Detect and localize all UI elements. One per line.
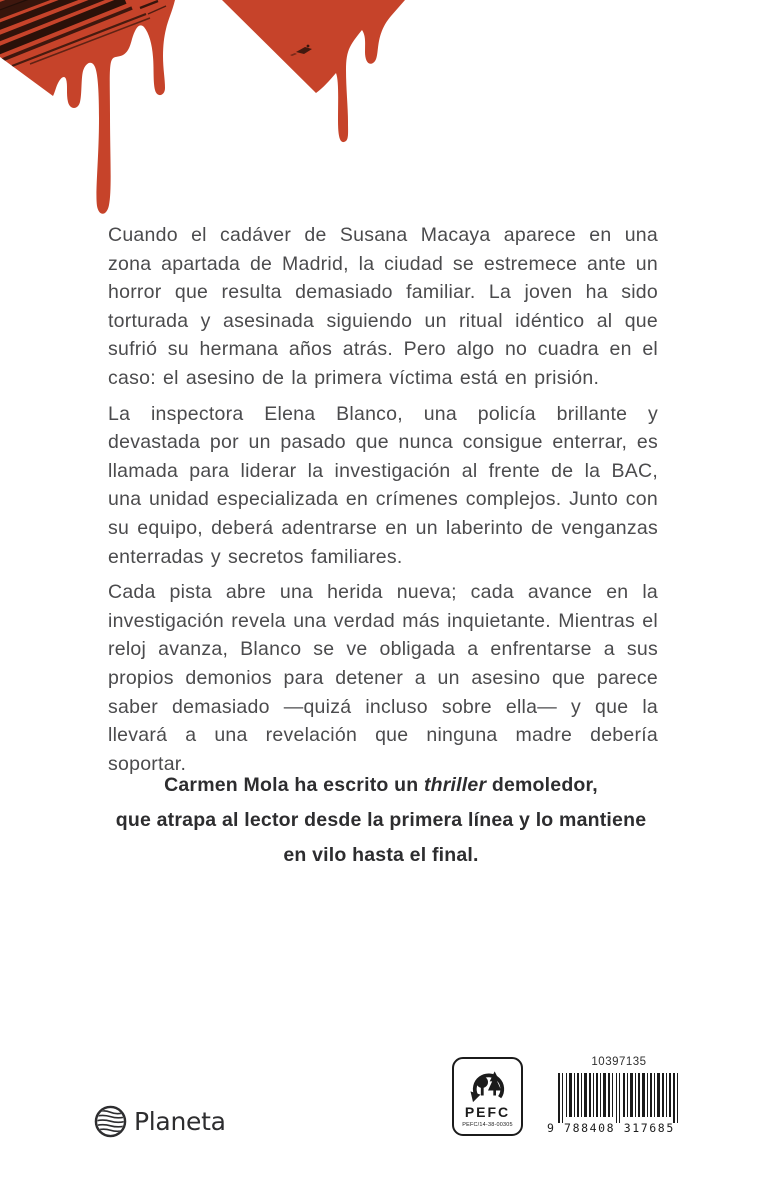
barcode-block	[549, 1056, 689, 1135]
pefc-trees-recycle-icon	[458, 1062, 518, 1104]
blood-shape-left	[0, 0, 175, 214]
blood-shape-right	[222, 0, 405, 142]
blurb-line-1-post: demoledor,	[486, 774, 598, 796]
blurb-line-1-pre: Carmen Mola ha escrito un	[164, 774, 424, 796]
blurb-line-3: en vilo hasta el final.	[283, 844, 479, 866]
publisher-logo	[94, 1105, 226, 1138]
barcode-top-number: 10397135	[591, 1056, 647, 1068]
promo-blurb	[81, 768, 681, 873]
synopsis	[108, 221, 658, 785]
planeta-globe-icon	[94, 1105, 127, 1138]
synopsis-paragraph-1: Cuando el cadáver de Susana Macaya aparece en una zona apartada de Madrid, la ciudad se estremece ante un horror que resulta demasiado familiar. La joven ha sido torturada y asesinada siguiendo un ritual idéntico al que sufrió su hermana años atrás. Pero algo no cuadra en el caso: el asesino de la primera víctima está en prisión.	[108, 224, 658, 389]
pefc-cert-code: PEFC/14-38-00305	[462, 1121, 513, 1128]
pefc-label: PEFC	[464, 1104, 511, 1120]
publisher-name: Planeta	[134, 1106, 226, 1136]
blurb-line-2: que atrapa al lector desde la primera línea y lo mantiene	[115, 809, 647, 831]
barcode-isbn-digits: 9 788408 317685	[547, 1121, 675, 1135]
blood-drip-artwork	[0, 0, 763, 240]
blurb-thriller-italic: thriller	[423, 774, 487, 796]
synopsis-paragraph-2: La inspectora Elena Blanco, una policía brillante y devastada por un pasado que nunca consigue enterrar, es llamada para liderar la investigación al frente de la BAC, una unidad especializada en crímenes complejos. Junto con su equipo, deberá adentrarse en un laberinto de venganzas enterradas y secretos familiares.	[108, 402, 658, 568]
blurb-line-1	[81, 768, 681, 803]
pefc-certification	[452, 1057, 523, 1136]
synopsis-paragraph-3: Cada pista abre una herida nueva; cada avance en la investigación revela una verdad más inquietante. Mientras el reloj avanza, Blanco se ve obligada a enfrentarse a sus propios demonios para detener a un asesino que parece saber demasiado —quizá incluso sobre ella— y que la llevará a una revelación que ninguna madre debería soportar.	[108, 581, 658, 775]
